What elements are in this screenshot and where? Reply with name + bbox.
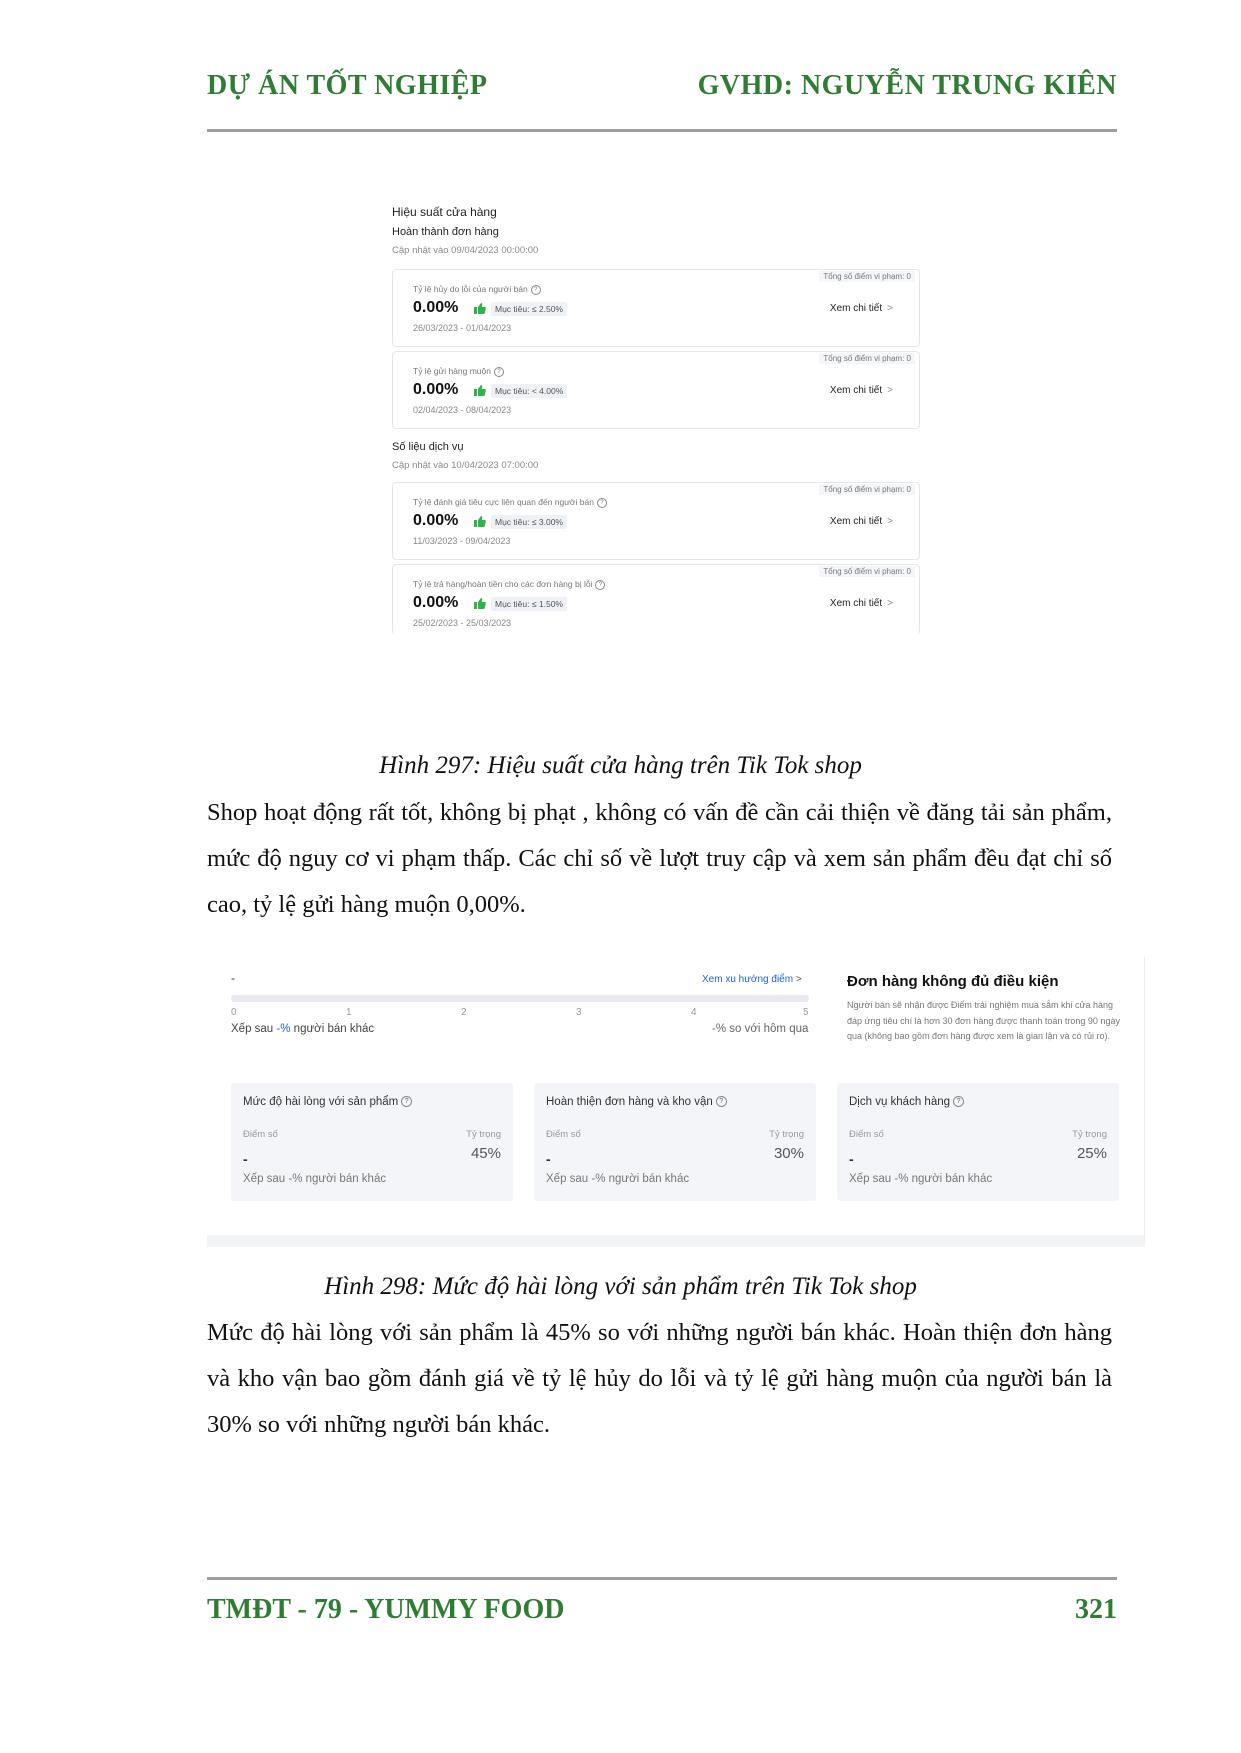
violation-points: Tổng số điểm vi phạm: 0: [819, 353, 915, 364]
body-paragraph: Mức độ hài lòng với sản phẩm là 45% so với những người bán khác. Hoàn thiện đơn hàng và kho vận bao gồm đánh giá về tỷ lệ hủy do lỗi và tỷ lệ gửi hàng muộn của người bán là 30% so với những người bán khác.: [207, 1319, 1112, 1438]
category-title: Mức độ hài lòng với sản phẩm ?: [243, 1096, 412, 1108]
figure-satisfaction-score: [207, 957, 1145, 1247]
violation-points: Tổng số điểm vi phạm: 0: [819, 566, 915, 577]
scale-tick: 0: [231, 1007, 237, 1018]
ineligible-orders-title: Đơn hàng không đủ điều kiện: [847, 973, 1059, 990]
body-paragraph: Shop hoạt động rất tốt, không bị phạt , không có vấn đề cần cải thiện về đăng tải sản phẩm, mức độ nguy cơ vi phạm thấp. Các chỉ số về lượt truy cập và xem sản phẩm đều đạt chỉ số cao, tỷ lệ gửi hàng muộn 0,00%.: [207, 799, 1112, 918]
view-details-link[interactable]: Xem chi tiết >: [829, 385, 893, 396]
weight-value: 25%: [1076, 1145, 1107, 1162]
thumbs-up-icon: [474, 516, 486, 527]
violation-points: Tổng số điểm vi phạm: 0: [819, 484, 915, 495]
metric-label: Tỷ lệ trả hàng/hoàn tiền cho các đơn hàng bị lỗi ?: [413, 579, 605, 590]
figure-caption-297: Hình 297: Hiệu suất cửa hàng trên Tik Tok shop: [379, 752, 862, 779]
metric-target: Mục tiêu: ≤ 3.00%: [491, 515, 567, 529]
footer-rule: [207, 1577, 1117, 1580]
header-rule: [207, 129, 1117, 132]
ineligible-orders-description: Người bán sẽ nhận được Điểm trải nghiệm mua sắm khi cửa hàng đáp ứng tiêu chí là hơn 30 đơn hàng được thanh toán trong 90 ngày qua (không bao gồm đơn hàng được xem là gian lận và có rủi ro).: [847, 1000, 1120, 1041]
header-project-title: DỰ ÁN TỐT NGHIỆP: [207, 70, 488, 101]
view-details-link[interactable]: Xem chi tiết >: [829, 598, 893, 609]
metric-target: Mục tiêu: < 4.00%: [491, 384, 567, 398]
page-number: 321: [1075, 1594, 1117, 1625]
scale-tick: 2: [461, 1007, 467, 1018]
score-track: [231, 995, 809, 1002]
weight-value: 30%: [773, 1145, 804, 1162]
section-service-metrics-updated: Cập nhật vào 10/04/2023 07:00:00: [392, 460, 539, 471]
metric-date-range: 11/03/2023 - 09/04/2023: [413, 536, 511, 546]
scale-tick: 5: [803, 1007, 809, 1018]
scale-tick: 1: [346, 1007, 352, 1018]
help-icon[interactable]: ?: [494, 367, 504, 377]
chevron-right-icon: >: [887, 516, 893, 527]
help-icon[interactable]: ?: [597, 498, 607, 508]
score-value: -: [546, 1151, 551, 1167]
weight-label: Tỷ trọng: [769, 1129, 804, 1140]
category-card: [231, 1083, 513, 1201]
weight-label: Tỷ trọng: [466, 1129, 501, 1140]
view-score-trend-link[interactable]: Xem xu hướng điểm >: [702, 974, 802, 985]
category-card: [534, 1083, 816, 1201]
section-service-metrics-title: Số liệu dịch vụ: [392, 441, 464, 453]
change-vs-yesterday: -% so với hôm qua: [712, 1023, 809, 1035]
section-order-completion-updated: Cập nhật vào 09/04/2023 00:00:00: [392, 245, 539, 256]
score-label: Điểm số: [546, 1129, 581, 1140]
metric-card: [392, 482, 920, 560]
metric-value: 0.00%: [413, 381, 459, 398]
help-icon[interactable]: ?: [595, 580, 605, 590]
scale-tick: 3: [576, 1007, 582, 1018]
metric-value: 0.00%: [413, 512, 459, 529]
violation-points: Tổng số điểm vi phạm: 0: [819, 271, 915, 282]
metric-card: [392, 269, 920, 347]
score-value: -: [849, 1151, 854, 1167]
view-details-link[interactable]: Xem chi tiết >: [829, 303, 893, 314]
category-card: [837, 1083, 1119, 1201]
overall-score: -: [231, 971, 235, 985]
category-title: Hoàn thiện đơn hàng và kho vận ?: [546, 1096, 727, 1108]
score-label: Điểm số: [243, 1129, 278, 1140]
category-rank: Xếp sau -% người bán khác: [849, 1173, 993, 1185]
metric-target: Mục tiêu: ≤ 1.50%: [491, 597, 567, 611]
metric-date-range: 25/02/2023 - 25/03/2023: [413, 618, 512, 628]
figure-store-performance: [392, 205, 922, 705]
metric-target: Mục tiêu: ≤ 2.50%: [491, 302, 567, 316]
help-icon[interactable]: ?: [716, 1096, 727, 1107]
thumbs-up-icon: [474, 303, 486, 314]
category-rank: Xếp sau -% người bán khác: [546, 1173, 690, 1185]
section-order-completion-title: Hoàn thành đơn hàng: [392, 226, 499, 238]
metric-label: Tỷ lệ gửi hàng muộn ?: [413, 366, 504, 377]
overall-rank: Xếp sau -% người bán khác: [231, 1023, 375, 1035]
chevron-right-icon: >: [795, 974, 802, 985]
help-icon[interactable]: ?: [953, 1096, 964, 1107]
figure-title: Hiệu suất cửa hàng: [392, 205, 497, 219]
metric-label: Tỷ lệ đánh giá tiêu cực liên quan đến người bán ?: [413, 497, 607, 508]
thumbs-up-icon: [474, 598, 486, 609]
chevron-right-icon: >: [887, 598, 893, 609]
score-label: Điểm số: [849, 1129, 884, 1140]
chevron-right-icon: >: [887, 385, 893, 396]
metric-card: [392, 351, 920, 429]
chevron-right-icon: >: [887, 303, 893, 314]
metric-card: [392, 564, 920, 635]
figure-caption-298: Hình 298: Mức độ hài lòng với sản phẩm trên Tik Tok shop: [324, 1273, 917, 1300]
view-details-link[interactable]: Xem chi tiết >: [829, 516, 893, 527]
metric-date-range: 02/04/2023 - 08/04/2023: [413, 405, 512, 415]
footer-project-name: TMĐT - 79 - YUMMY FOOD: [207, 1594, 565, 1625]
metric-value: 0.00%: [413, 299, 459, 316]
help-icon[interactable]: ?: [531, 285, 541, 295]
scale-tick: 4: [691, 1007, 697, 1018]
thumbs-up-icon: [474, 385, 486, 396]
weight-value: 45%: [470, 1145, 501, 1162]
weight-label: Tỷ trọng: [1072, 1129, 1107, 1140]
help-icon[interactable]: ?: [401, 1096, 412, 1107]
score-value: -: [243, 1151, 248, 1167]
page-header: [207, 70, 1117, 110]
category-title: Dịch vụ khách hàng ?: [849, 1096, 964, 1108]
metric-value: 0.00%: [413, 594, 459, 611]
metric-date-range: 26/03/2023 - 01/04/2023: [413, 323, 512, 333]
header-advisor: GVHD: NGUYỄN TRUNG KIÊN: [697, 70, 1117, 101]
category-rank: Xếp sau -% người bán khác: [243, 1173, 387, 1185]
metric-label: Tỷ lệ hủy do lỗi của người bán ?: [413, 284, 541, 295]
